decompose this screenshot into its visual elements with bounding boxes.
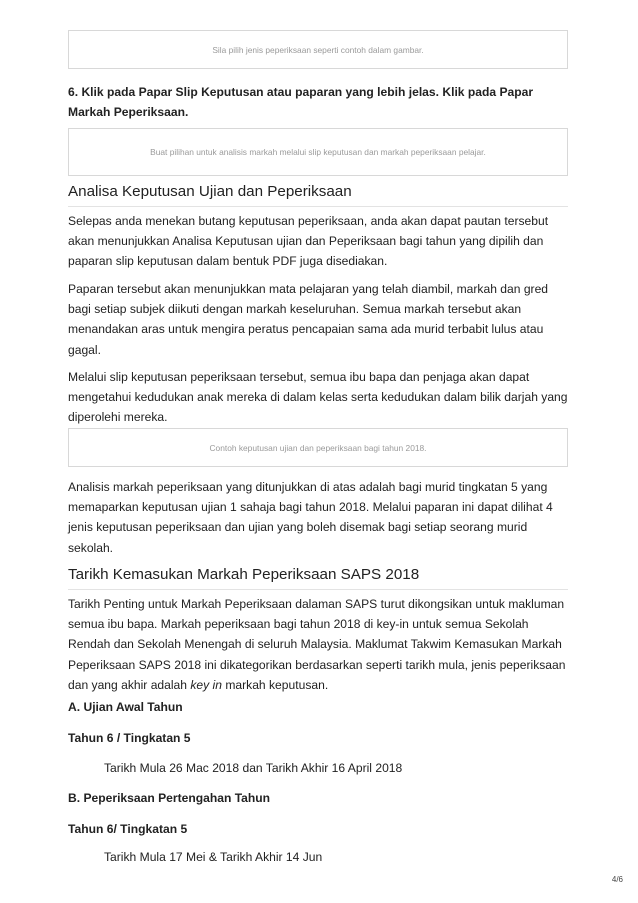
image-caption-exam-type (68, 30, 568, 69)
date-range: Tarikh Mula 17 Mei & Tarikh Akhir 14 Jun (104, 850, 323, 864)
image-caption-result-example (68, 428, 568, 467)
subheading-tahun-tingkatan: Tahun 6/ Tingkatan 5 (68, 822, 188, 836)
paragraph: Selepas anda menekan butang keputusan peperiksaan, anda akan dapat pautan tersebut akan menunjukkan Analisa Keputusan ujian dan Peperiksaan bagi tahun yang dipilih dan paparan slip keputusan dalam bentuk PDF juga disediakan. (68, 214, 549, 269)
caption-text: Contoh keputusan ujian dan peperiksaan bagi tahun 2018. (209, 442, 427, 453)
step-6-line-2: Markah Peperiksaan. (68, 105, 189, 119)
paragraph (68, 594, 568, 695)
paragraph-text: markah keputusan. (221, 677, 329, 692)
key-in-emphasis: key in (190, 677, 222, 692)
subheading-ujian-awal: A. Ujian Awal Tahun (68, 700, 183, 714)
image-caption-analysis (68, 128, 568, 176)
date-range: Tarikh Mula 26 Mac 2018 dan Tarikh Akhir 16 April 2018 (104, 761, 403, 775)
subheading-pertengahan: B. Peperiksaan Pertengahan Tahun (68, 791, 271, 805)
paragraph-text: Tarikh Penting untuk Markah Peperiksaan dalaman SAPS turut dikongsikan untuk makluman semua ibu bapa. Markah peperiksaan bagi tahun 2018 di key-in untuk semua Sekolah Rendah dan Sekolah Menengah di seluruh Malaysia. Maklumat Takwim Kemasukan Markah Peperiksaan SAPS 2018 ini dikategorikan berdasarkan seperti tarikh mula, jenis peperiksaan dan yang akhir adalah (68, 597, 566, 692)
paragraph: Melalui slip keputusan peperiksaan tersebut, semua ibu bapa dan penjaga akan dapat mengetahui kedudukan anak mereka di dalam kelas serta kedudukan dalam bilik darjah yang diperolehi mereka. (68, 370, 568, 425)
subheading-tahun-tingkatan: Tahun 6 / Tingkatan 5 (68, 731, 191, 745)
paragraph: Analisis markah peperiksaan yang ditunjukkan di atas adalah bagi murid tingkatan 5 yang memaparkan keputusan ujian 1 sahaja bagi tahun 2018. Melalui paparan ini dapat dilihat 4 jenis keputusan peperiksaan dan ujian yang boleh disemak bagi setiap seorang murid sekolah. (68, 480, 553, 555)
section-heading-tarikh: Tarikh Kemasukan Markah Peperiksaan SAPS 2018 (68, 565, 568, 590)
page-number: 4/6 (611, 875, 623, 884)
caption-text: Sila pilih jenis peperiksaan seperti contoh dalam gambar. (212, 44, 424, 55)
caption-text: Buat pilihan untuk analisis markah melalui slip keputusan dan markah peperiksaan pelajar. (150, 147, 486, 157)
paragraph: Paparan tersebut akan menunjukkan mata pelajaran yang telah diambil, markah dan gred bagi setiap subjek diikuti dengan markah keseluruhan. Semua markah tersebut akan menandakan aras untuk mengira peratus pencapaian sama ada murid terbabit lulus atau gagal. (68, 282, 549, 357)
step-6-instruction (68, 82, 533, 122)
section-heading-analisa: Analisa Keputusan Ujian dan Peperiksaan (68, 182, 568, 207)
step-6-line-1: 6. Klik pada Papar Slip Keputusan atau paparan yang lebih jelas. Klik pada Papar (68, 85, 534, 99)
